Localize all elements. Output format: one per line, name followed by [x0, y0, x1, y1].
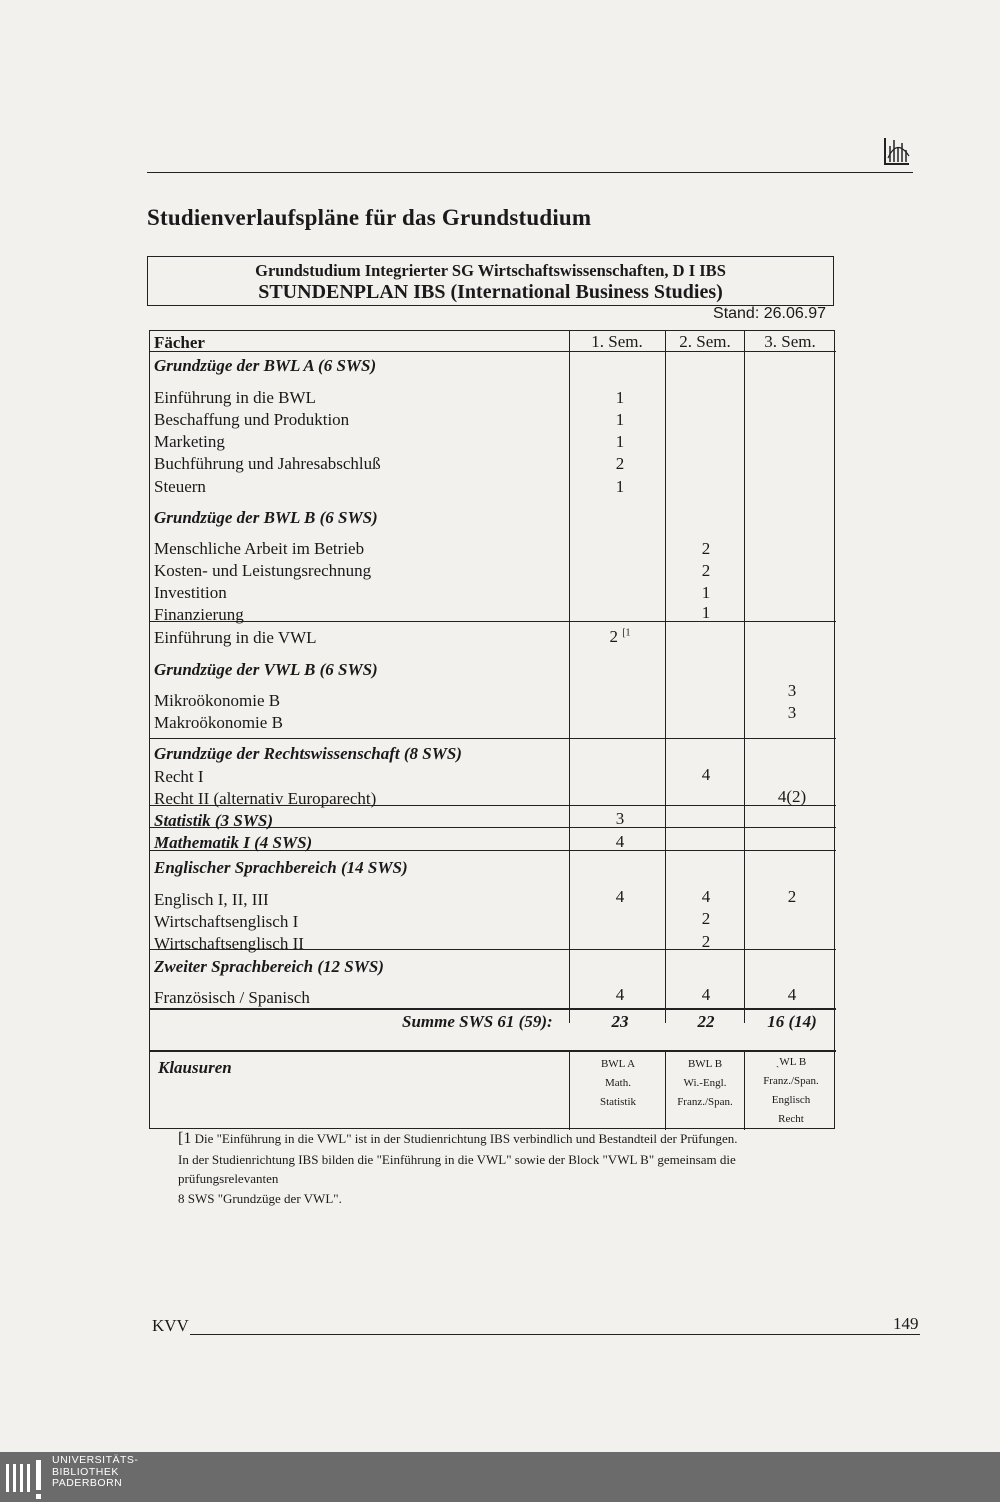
row-label: Steuern: [154, 477, 206, 496]
row-value: 3: [787, 681, 797, 700]
summe-sem3: 16 (14): [767, 1012, 817, 1031]
footnote-line4: 8 SWS "Grundzüge der VWL".: [178, 1191, 342, 1206]
row-label: Mikroökonomie B: [154, 691, 281, 710]
row-label: Wirtschaftsenglisch II: [154, 934, 304, 953]
row-label: Einführung in die VWL: [154, 628, 317, 647]
schedule-table: [149, 330, 835, 1129]
row-label: Recht I: [154, 767, 204, 786]
row-label: Finanzierung: [154, 605, 244, 624]
row-value: 3: [787, 703, 797, 722]
row-label: Kosten- und Leistungsrechnung: [154, 561, 372, 580]
section-vwl-b: Grundzüge der VWL B (6 SWS): [154, 660, 378, 679]
page-title: Studienverlaufspläne für das Grundstudium: [147, 205, 592, 230]
schedule-header-box: [147, 256, 834, 306]
col-header-sem3: 3. Sem.: [764, 332, 816, 351]
publisher-logo-icon: [882, 134, 912, 168]
row-value: 4: [787, 985, 797, 1004]
summe-sem1: 23: [611, 1012, 629, 1031]
row-value: 1: [615, 410, 625, 429]
footnote-line2: In der Studienrichtung IBS bilden die "Einführung in die VWL" sowie der Block "VWL B" gemeinsam die: [178, 1152, 736, 1167]
row-label: Menschliche Arbeit im Betrieb: [154, 539, 365, 558]
row-value: 2: [701, 539, 711, 558]
section-statistik: Statistik (3 SWS): [154, 811, 274, 830]
row-value: 2 $^{[1}$: [609, 627, 631, 646]
row-label: Buchführung und Jahresabschluß: [154, 454, 381, 473]
library-logo-icon: [6, 1460, 46, 1500]
col-header-faecher: Fächer: [154, 333, 205, 352]
row-label: Marketing: [154, 432, 225, 451]
section-bwl-b: Grundzüge der BWL B (6 SWS): [154, 508, 378, 527]
section-mathematik: Mathematik I (4 SWS): [154, 833, 313, 852]
row-value: 1: [615, 432, 625, 451]
klausuren-sem3: ˎWL B Franz./Span. Englisch Recht: [763, 1056, 819, 1125]
col-header-sem1: 1. Sem.: [591, 332, 643, 351]
section-bwl-a: Grundzüge der BWL A (6 SWS): [154, 356, 377, 375]
row-value: 3: [615, 809, 625, 828]
row-value: 4: [615, 832, 625, 851]
row-label: Makroökonomie B: [154, 713, 283, 732]
row-value: 1: [701, 583, 711, 602]
row-value: 2: [701, 909, 711, 928]
row-value: 4: [615, 985, 625, 1004]
footnote-line1: [1 Die "Einführung in die VWL" ist in der Studienrichtung IBS verbindlich und Bestandteil der Prüfungen.: [178, 1130, 738, 1147]
klausuren-sem2: BWL B Wi.-Engl. Franz./Span.: [677, 1058, 733, 1108]
row-value: 2: [701, 932, 711, 951]
footer-kvv: KVV: [152, 1316, 189, 1335]
row-label: Einführung in die BWL: [154, 388, 316, 407]
row-label: Beschaffung und Produktion: [154, 410, 350, 429]
row-value: 1: [701, 603, 711, 622]
footnote-line3: prüfungsrelevanten: [178, 1171, 279, 1186]
row-label: Englisch I, II, III: [154, 890, 269, 909]
row-value: 4: [615, 887, 625, 906]
row-label: Investition: [154, 583, 227, 602]
row-value: 2: [615, 454, 625, 473]
row-value: 2: [701, 561, 711, 580]
summe-sem2: 22: [697, 1012, 715, 1031]
row-value: 4: [701, 985, 711, 1004]
page-number: 149: [893, 1314, 919, 1333]
row-value: 4(2): [777, 787, 807, 806]
row-value: 4: [701, 765, 711, 784]
library-banner: [0, 1452, 1000, 1502]
row-label: Wirtschaftsenglisch I: [154, 912, 299, 931]
row-value: 1: [615, 388, 625, 407]
summe-label: Summe SWS 61 (59):: [402, 1012, 553, 1031]
footnote-ref: [1: [622, 627, 631, 639]
row-value: 2: [787, 887, 797, 906]
footer-rule: [190, 1334, 920, 1335]
section-zweiter: Zweiter Sprachbereich (12 SWS): [154, 957, 384, 976]
klausuren-label: Klausuren: [158, 1058, 232, 1077]
row-label: Recht II (alternativ Europarecht): [154, 789, 377, 808]
row-value: 4: [701, 887, 711, 906]
klausuren-sem1: BWL A Math. Statistik: [599, 1058, 637, 1108]
row-label: Französisch / Spanisch: [154, 988, 310, 1007]
header-line1: Grundstudium Integrierter SG Wirtschaftswissenschaften, D I IBS: [255, 261, 726, 280]
col-header-sem2: 2. Sem.: [679, 332, 731, 351]
row-value: 1: [615, 477, 625, 496]
stand-date: Stand: 26.06.97: [713, 305, 826, 322]
library-name: UNIVERSITÄTS- BIBLIOTHEK PADERBORN: [52, 1454, 139, 1489]
top-rule: [147, 172, 913, 173]
section-englisch: Englischer Sprachbereich (14 SWS): [154, 858, 408, 877]
header-line2: STUNDENPLAN IBS (International Business Studies): [258, 281, 723, 303]
section-recht: Grundzüge der Rechtswissenschaft (8 SWS): [154, 744, 462, 763]
